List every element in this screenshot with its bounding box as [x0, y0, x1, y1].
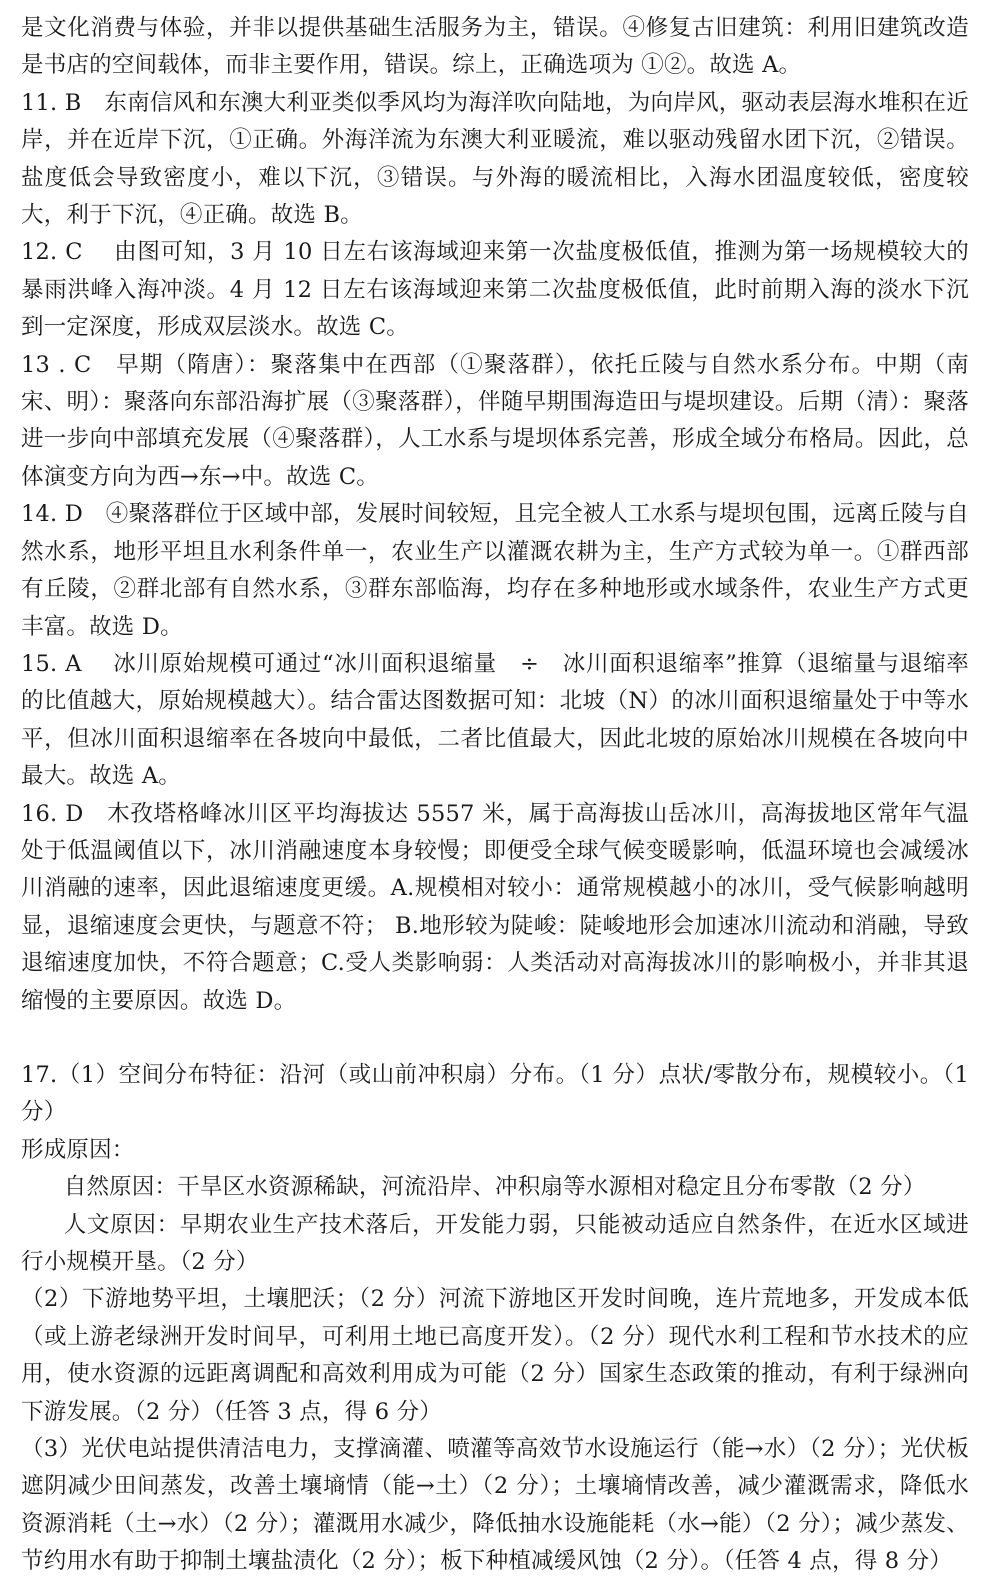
section-gap: [21, 1020, 969, 1057]
answer-14: 14. D ④聚落群位于区域中部，发展时间较短，且完全被人工水系与堤坝包围，远离丘陵与自然水系，地形平坦且水利条件单一，农业生产以灌溉农耕为主，生产方式较为单一。①群西部有丘陵，②群北部有自然水系，③群东部临海，均存在多种地形或水域条件，农业生产方式更丰富。故选 D。: [21, 501, 969, 640]
answer-13: 13 . C 早期（隋唐）：聚落集中在西部（①聚落群），依托丘陵与自然水系分布。中期（南宋、明）：聚落向东部沿海扩展（③聚落群），伴随早期围海造田与堤坝建设。后期（清）：聚落进一步向中部填充发展（④聚落群），人工水系与堤坝体系完善，形成全域分布格局。因此，总体演变方向为西→东→中。故选 C。: [21, 351, 969, 490]
answer-16: 16. D 木孜塔格峰冰川区平均海拔达 5557 米，属于高海拔山岳冰川，高海拔地区常年气温处于低温阈值以下，冰川消融速度本身较慢；即便受全球气候变暖影响，低温环境也会减缓冰川消融的速率，因此退缩速度更缓。A.规模相对较小：通常规模越小的冰川，受气候影响越明显，退缩速度会更快，与题意不符； B.地形较为陡峻：陡峻地形会加速冰川流动和消融，导致退缩速度加快，不符合题意；C.受人类影响弱：人类活动对高海拔冰川的影响极小，并非其退缩慢的主要原因。故选 D。: [21, 800, 969, 1014]
answer-10-continuation: 是文化消费与体验，并非以提供基础生活服务为主，错误。④修复古旧建筑：利用旧建筑改造是书店的空间载体，而非主要作用，错误。综上，正确选项为 ①②。故选 A。: [21, 15, 969, 79]
answer-12: 12. C 由图可知，3 月 10 日左右该海域迎来第一次盐度极低值，推测为第一场规模较大的暴雨洪峰入海冲淡。4 月 12 日左右该海域迎来第二次盐度极低值，此时前期入海的淡水下沉到一定深度，形成双层淡水。故选 C。: [21, 239, 969, 341]
answer-17-part3: （3）光伏电站提供清洁电力，支撑滴灌、喷灌等高效节水设施运行（能→水）（2 分）；光伏板遮阴减少田间蒸发，改善土壤墒情（能→土）（2 分）；土壤墒情改善，减少灌溉需求，降低水资源消耗（土→水）（2 分）；灌溉用水减少，降低抽水设施能耗（水→能）（2 分）；减少蒸发、节约用水有助于抑制土壤盐渍化（2 分）；板下种植减缓风蚀（2 分）。（任答 4 点，得 8 分）: [21, 1436, 969, 1575]
answer-17-part1: 17.（1）空间分布特征：沿河（或山前冲积扇）分布。（1 分）点状/零散分布，规模较小。（1 分）: [21, 1061, 969, 1126]
answer-17-part2: （2）下游地势平坦，土壤肥沃；（2 分）河流下游地区开发时间晚，连片荒地多，开发成本低（或上游老绿洲开发时间早，可利用土地已高度开发）。（2 分）现代水利工程和节水技术的应用，使水资源的远距离调配和高效利用成为可能（2 分）国家生态政策的推动，有利于绿洲向下游发展。（2 分）（任答 3 点，得 6 分）: [21, 1286, 969, 1425]
answer-17-reason-heading: 形成原因：: [21, 1136, 135, 1163]
answer-17-human-reason: 人文原因：早期农业生产技术落后，开发能力弱，只能被动适应自然条件，在近水区域进行小规模开垦。（2 分）: [21, 1211, 969, 1275]
answer-15: 15. A 冰川原始规模可通过“冰川面积退缩量 ÷ 冰川面积退缩率”推算（退缩量与退缩率的比值越大，原始规模越大）。结合雷达图数据可知：北坡（N）的冰川面积退缩量处于中等水平，但冰川面积退缩率在各坡向中最低，二者比值最大，因此北坡的原始冰川规模在各坡向中最大。故选 A。: [21, 650, 969, 790]
answer-11: 11. B 东南信风和东澳大利亚类似季风均为海洋吹向陆地，为向岸风，驱动表层海水堆积在近岸，并在近岸下沉，①正确。外海洋流为东澳大利亚暖流，难以驱动残留水团下沉，②错误。盐度低会导致密度小，难以下沉，③错误。与外海的暖流相比，入海水团温度较低，密度较大，利于下沉，④正确。故选 B。: [21, 89, 969, 229]
answer-17-natural-reason: 自然原因：干旱区水资源稀缺，河流沿岸、冲积扇等水源相对稳定且分布零散（2 分）: [63, 1174, 926, 1201]
answer-page: [21, 10, 969, 1581]
